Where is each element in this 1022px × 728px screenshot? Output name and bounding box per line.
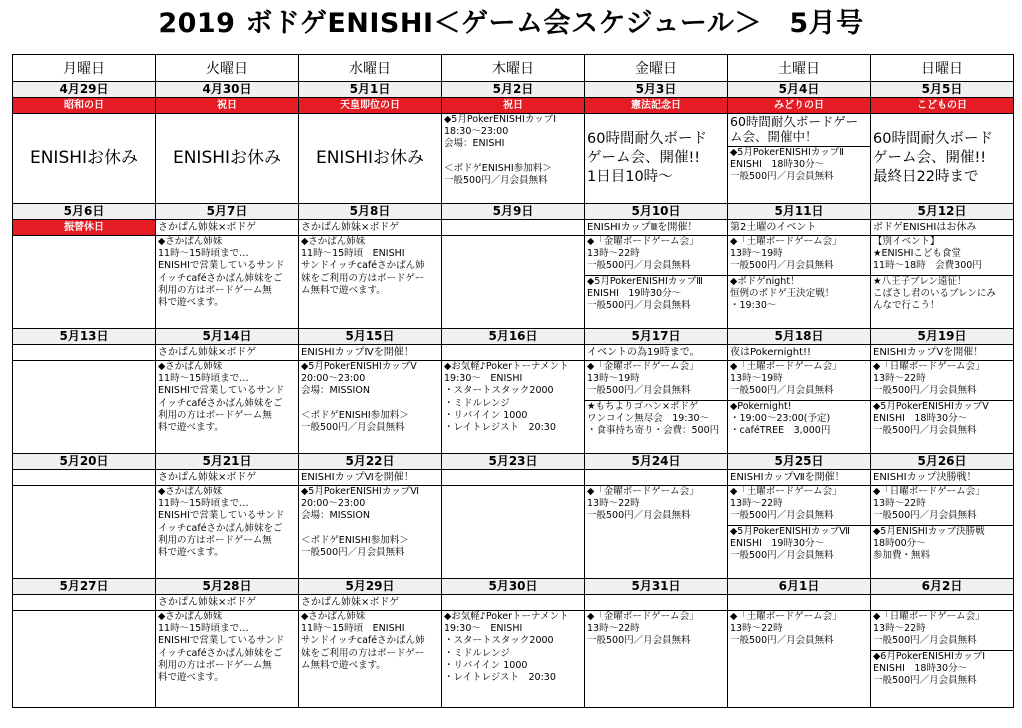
event-block: ENISHIお休み bbox=[315, 148, 425, 169]
event-block: ★もちよりゴハン×ボドゲ ワンコイン無尽会 19:30～ ・食事持ち寄り・会費：500円 bbox=[585, 400, 727, 438]
event-block: ◆「土曜ボードゲーム会」 13時～19時 一般500円／月会員無料 bbox=[730, 361, 842, 397]
weekday-sun: 日曜日 bbox=[871, 55, 1014, 82]
date-cell: 6月1日 bbox=[728, 579, 871, 595]
date-cell: 5月31日 bbox=[585, 579, 728, 595]
event-block: ◆さかぱん姉妹 11時～15時頃まで… ENISHIで営業しているサンド イッチcaféさかぱん姉妹をご 利用の方はボードゲーム無 料で遊べます。 bbox=[158, 486, 285, 559]
date-cell: 5月28日 bbox=[156, 579, 299, 595]
date-cell: 5月17日 bbox=[585, 329, 728, 345]
event-block: ENISHIお休み bbox=[172, 148, 282, 169]
date-cell: 5月7日 bbox=[156, 204, 299, 220]
event-block: ★八王子ブレン遠征！ こばさし君のいるブレンにみ んなで行こう！ bbox=[871, 275, 1013, 313]
event-title bbox=[13, 595, 156, 611]
holiday-label: みどりの日 bbox=[728, 98, 871, 114]
event-title: ENISHIカップⅢを開催！ bbox=[585, 220, 728, 236]
event-block: ◆5月ENISHIカップ決勝戦 18時00分～ 参加費・無料 bbox=[871, 525, 1013, 563]
event-title: 夜はPokernight!! bbox=[728, 345, 871, 361]
day-events bbox=[156, 611, 299, 708]
day-events bbox=[156, 236, 299, 329]
event-block: ◆さかぱん姉妹 11時～15時頃まで… ENISHIで営業しているサンド イッチcaféさかぱん姉妹をご 利用の方はボードゲーム無 料で遊べます。 bbox=[158, 236, 285, 309]
day-events bbox=[871, 236, 1014, 329]
date-cell: 5月10日 bbox=[585, 204, 728, 220]
weekday-mon: 月曜日 bbox=[13, 55, 156, 82]
day-events bbox=[156, 114, 299, 204]
event-block: ◆5月PokerENISHIカップⅦ ENISHI 19時30分～ 一般500円／月会員無料 bbox=[728, 525, 870, 563]
event-block: ◆ボドゲnight！ 恒例のボドゲ王決定戦！ ・19:30～ bbox=[728, 275, 870, 313]
event-title: ENISHIカップⅦを開催！ bbox=[728, 470, 871, 486]
day-events bbox=[442, 611, 585, 708]
schedule-calendar bbox=[12, 54, 1014, 708]
event-title bbox=[871, 595, 1014, 611]
holiday-label: 憲法記念日 bbox=[585, 98, 728, 114]
event-block: ◆5月PokerENISHIカップⅢ ENISHI 19時30分～ 一般500円／月会員無料 bbox=[585, 275, 727, 313]
event-block: ◆「土曜ボードゲーム会」 13時～22時 一般500円／月会員無料 bbox=[730, 611, 842, 647]
holiday-label: 祝日 bbox=[156, 98, 299, 114]
event-title: さかぱん姉妹×ボドゲ bbox=[156, 595, 299, 611]
event-title bbox=[442, 220, 585, 236]
event-title bbox=[13, 470, 156, 486]
date-cell: 5月22日 bbox=[299, 454, 442, 470]
date-cell: 5月24日 bbox=[585, 454, 728, 470]
event-body-row bbox=[13, 114, 1014, 204]
event-block: ◆さかぱん姉妹 11時～15時頃まで… ENISHIで営業しているサンド イッチcaféさかぱん姉妹をご 利用の方はボードゲーム無 料で遊べます。 bbox=[158, 611, 285, 684]
event-block: ◆「金曜ボードゲーム会」 13時～22時 一般500円／月会員無料 bbox=[587, 236, 699, 272]
date-cell: 5月19日 bbox=[871, 329, 1014, 345]
event-block: ◆5月PokerENISHIカップⅥ 20:00～23:00 会場：MISSION ＜ボドゲENISHI参加料＞ 一般500円／月会員無料 bbox=[301, 486, 420, 559]
date-row bbox=[13, 579, 1014, 595]
event-block: ENISHIお休み bbox=[29, 148, 139, 169]
event-block: ◆さかぱん姉妹 11時～15時頃 ENISHI サンドイッチcaféさかぱん姉 妹をご利用の方はボードゲー ム無料で遊べます。 bbox=[301, 611, 425, 671]
day-events bbox=[13, 486, 156, 579]
day-events bbox=[13, 611, 156, 708]
event-title: ENISHIカップⅤを開催！ bbox=[871, 345, 1014, 361]
day-events bbox=[871, 486, 1014, 579]
day-events bbox=[442, 361, 585, 454]
day-events bbox=[728, 361, 871, 454]
event-title: 第2土曜のイベント bbox=[728, 220, 871, 236]
day-events bbox=[585, 361, 728, 454]
day-events bbox=[728, 236, 871, 329]
event-title: さかぱん姉妹×ボドゲ bbox=[299, 595, 442, 611]
event-title-row bbox=[13, 220, 1014, 236]
event-block: ◆お気軽♪Pokerトーナメント 19:30～ ENISHI ・スタートスタック2000 ・ミドルレンジ ・リバイイン 1000 ・レイトレジスト 20:30 bbox=[444, 361, 569, 434]
day-events bbox=[728, 114, 871, 204]
event-body-row bbox=[13, 611, 1014, 708]
event-title: ENISHIカップⅥを開催！ bbox=[299, 470, 442, 486]
event-block: 60時間耐久ボード ゲーム会、開催!! 1日目10時～ bbox=[587, 131, 707, 185]
event-body-row bbox=[13, 236, 1014, 329]
event-title: ENISHIカップⅣを開催！ bbox=[299, 345, 442, 361]
holiday-label: 祝日 bbox=[442, 98, 585, 114]
event-block: ◆さかぱん姉妹 11時～15時頃まで… ENISHIで営業しているサンド イッチcaféさかぱん姉妹をご 利用の方はボードゲーム無 料で遊べます。 bbox=[158, 361, 285, 434]
event-title: さかぱん姉妹×ボドゲ bbox=[156, 470, 299, 486]
event-block: ◆「金曜ボードゲーム会」 13時～19時 一般500円／月会員無料 bbox=[587, 361, 699, 397]
event-body-row bbox=[13, 361, 1014, 454]
event-block: ◆「金曜ボードゲーム会」 13時～22時 一般500円／月会員無料 bbox=[587, 611, 699, 647]
day-events bbox=[728, 611, 871, 708]
day-events bbox=[299, 361, 442, 454]
event-title bbox=[13, 345, 156, 361]
event-block: ◆Pokernight! ・19:00～23:00(予定) ・caféTREE 3,000円 bbox=[728, 400, 870, 438]
event-body-row bbox=[13, 486, 1014, 579]
event-block: ◆5月PokerENISHIカップⅤ 20:00～23:00 会場：MISSION ＜ボドゲENISHI参加料＞ 一般500円／月会員無料 bbox=[301, 361, 417, 434]
day-events bbox=[871, 114, 1014, 204]
event-block: ◆5月PokerENISHIカップⅡ ENISHI 18時30分～ 一般500円／月会員無料 bbox=[728, 146, 870, 184]
event-block: ◆「土曜ボードゲーム会」 13時～19時 一般500円／月会員無料 bbox=[730, 236, 842, 272]
day-events bbox=[299, 114, 442, 204]
day-events bbox=[299, 611, 442, 708]
event-title-row bbox=[13, 98, 1014, 114]
page-title: 2019 ボドゲENISHI＜ゲーム会スケジュール＞ 5月号 bbox=[158, 8, 864, 39]
date-cell: 5月23日 bbox=[442, 454, 585, 470]
event-title: ボドゲENISHIはお休み bbox=[871, 220, 1014, 236]
event-title bbox=[442, 470, 585, 486]
holiday-label: こどもの日 bbox=[871, 98, 1014, 114]
day-events bbox=[299, 486, 442, 579]
date-cell: 5月8日 bbox=[299, 204, 442, 220]
event-title-row bbox=[13, 595, 1014, 611]
date-cell: 5月2日 bbox=[442, 82, 585, 98]
event-title bbox=[442, 595, 585, 611]
weekday-sat: 土曜日 bbox=[728, 55, 871, 82]
weekday-fri: 金曜日 bbox=[585, 55, 728, 82]
day-events bbox=[585, 611, 728, 708]
date-cell: 5月14日 bbox=[156, 329, 299, 345]
event-block: 60時間耐久ボードゲー ム会、開催中！ bbox=[730, 114, 859, 144]
date-row bbox=[13, 454, 1014, 470]
event-title bbox=[585, 470, 728, 486]
date-cell: 5月16日 bbox=[442, 329, 585, 345]
holiday-label: 昭和の日 bbox=[13, 98, 156, 114]
date-cell: 5月11日 bbox=[728, 204, 871, 220]
event-block: ◆5月PokerENISHIカップⅠ 18:30～23:00 会場：ENISHI ＜ボドゲENISHI参加料＞ 一般500円／月会員無料 bbox=[444, 114, 557, 187]
date-cell: 5月12日 bbox=[871, 204, 1014, 220]
event-block: ◆「日曜ボードゲーム会」 13時～22時 一般500円／月会員無料 bbox=[873, 486, 985, 522]
event-block: 【別イベント】 ★ENISHIこども食堂 11時～18時 会費300円 bbox=[873, 236, 982, 272]
weekday-tue: 火曜日 bbox=[156, 55, 299, 82]
date-row bbox=[13, 329, 1014, 345]
event-block: ◆5月PokerENISHIカップⅤ ENISHI 18時30分～ 一般500円／月会員無料 bbox=[871, 400, 1013, 438]
day-events bbox=[13, 236, 156, 329]
event-block: ◆6月PokerENISHIカップⅠ ENISHI 18時30分～ 一般500円／月会員無料 bbox=[871, 650, 1013, 688]
date-cell: 5月3日 bbox=[585, 82, 728, 98]
day-events bbox=[156, 361, 299, 454]
day-events bbox=[299, 236, 442, 329]
event-title: イベントの為19時まで。 bbox=[585, 345, 728, 361]
event-block: ◆「日曜ボードゲーム会」 13時～22時 一般500円／月会員無料 bbox=[873, 611, 985, 647]
event-block: 60時間耐久ボード ゲーム会、開催!! 最終日22時まで bbox=[873, 131, 993, 185]
date-cell: 5月15日 bbox=[299, 329, 442, 345]
day-events bbox=[442, 236, 585, 329]
date-row bbox=[13, 82, 1014, 98]
date-cell: 5月20日 bbox=[13, 454, 156, 470]
date-cell: 4月29日 bbox=[13, 82, 156, 98]
event-title: さかぱん姉妹×ボドゲ bbox=[156, 345, 299, 361]
day-events bbox=[871, 361, 1014, 454]
date-cell: 5月6日 bbox=[13, 204, 156, 220]
event-block: ◆「金曜ボードゲーム会」 13時～22時 一般500円／月会員無料 bbox=[587, 486, 699, 522]
day-events bbox=[442, 114, 585, 204]
event-title: さかぱん姉妹×ボドゲ bbox=[156, 220, 299, 236]
event-block: ◆「日曜ボードゲーム会」 13時～22時 一般500円／月会員無料 bbox=[873, 361, 985, 397]
day-events bbox=[871, 611, 1014, 708]
event-title bbox=[585, 595, 728, 611]
day-events bbox=[156, 486, 299, 579]
date-row bbox=[13, 204, 1014, 220]
event-title bbox=[728, 595, 871, 611]
date-cell: 5月26日 bbox=[871, 454, 1014, 470]
date-cell: 5月9日 bbox=[442, 204, 585, 220]
event-block: ◆お気軽♪Pokerトーナメント 19:30～ ENISHI ・スタートスタック2000 ・ミドルレンジ ・リバイイン 1000 ・レイトレジスト 20:30 bbox=[444, 611, 569, 684]
date-cell: 5月13日 bbox=[13, 329, 156, 345]
holiday-label: 天皇即位の日 bbox=[299, 98, 442, 114]
event-title-row bbox=[13, 345, 1014, 361]
event-title bbox=[442, 345, 585, 361]
event-block: ◆さかぱん姉妹 11時～15時頃 ENISHI サンドイッチcaféさかぱん姉 妹をご利用の方はボードゲー ム無料で遊べます。 bbox=[301, 236, 425, 296]
date-cell: 4月30日 bbox=[156, 82, 299, 98]
event-block: ◆「土曜ボードゲーム会」 13時～22時 一般500円／月会員無料 bbox=[730, 486, 842, 522]
weekday-header-row bbox=[13, 55, 1014, 82]
date-cell: 5月21日 bbox=[156, 454, 299, 470]
date-cell: 5月25日 bbox=[728, 454, 871, 470]
weekday-wed: 水曜日 bbox=[299, 55, 442, 82]
day-events bbox=[728, 486, 871, 579]
date-cell: 5月18日 bbox=[728, 329, 871, 345]
day-events bbox=[585, 486, 728, 579]
date-cell: 5月30日 bbox=[442, 579, 585, 595]
date-cell: 5月27日 bbox=[13, 579, 156, 595]
holiday-label: 振替休日 bbox=[13, 220, 156, 236]
day-events bbox=[13, 114, 156, 204]
date-cell: 5月4日 bbox=[728, 82, 871, 98]
day-events bbox=[585, 236, 728, 329]
date-cell: 5月5日 bbox=[871, 82, 1014, 98]
date-cell: 5月29日 bbox=[299, 579, 442, 595]
date-cell: 6月2日 bbox=[871, 579, 1014, 595]
day-events bbox=[13, 361, 156, 454]
event-title-row bbox=[13, 470, 1014, 486]
event-title: さかぱん姉妹×ボドゲ bbox=[299, 220, 442, 236]
day-events bbox=[442, 486, 585, 579]
date-cell: 5月1日 bbox=[299, 82, 442, 98]
day-events bbox=[585, 114, 728, 204]
event-title: ENISHIカップ決勝戦！ bbox=[871, 470, 1014, 486]
weekday-thu: 木曜日 bbox=[442, 55, 585, 82]
